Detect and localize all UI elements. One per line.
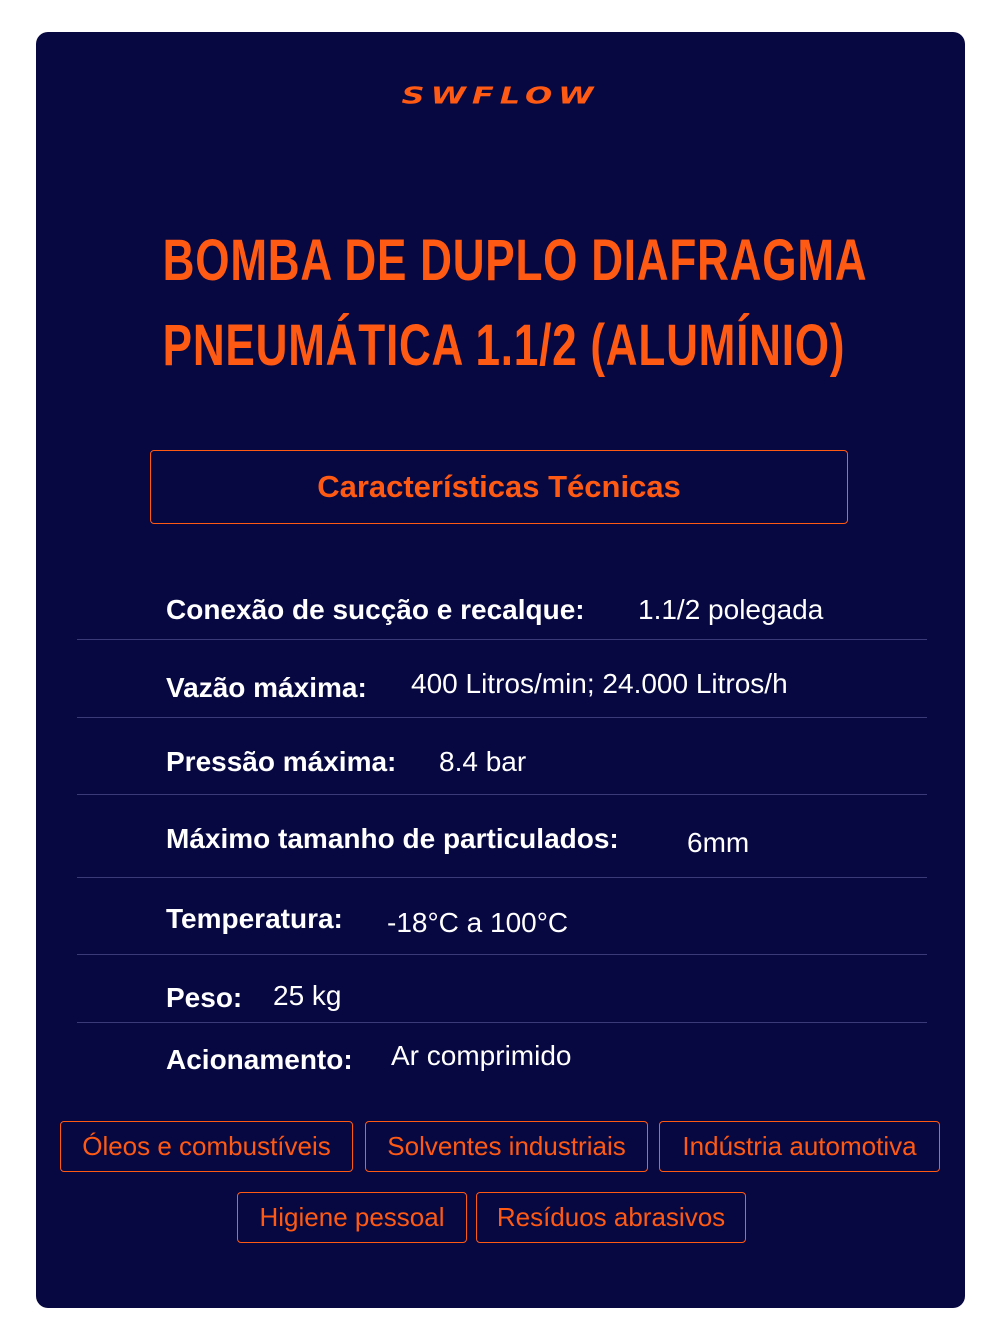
spec-value: 1.1/2 polegada <box>638 594 824 625</box>
tag-industrial-solvents: Solventes industriais <box>365 1121 648 1172</box>
spec-value: 6mm <box>687 827 750 858</box>
spec-label: Temperatura: <box>166 903 343 934</box>
spec-value: 400 Litros/min; 24.000 Litros/h <box>411 668 788 699</box>
spec-value: 25 kg <box>273 980 342 1011</box>
spec-value: 8.4 bar <box>439 746 527 777</box>
divider <box>77 1022 927 1023</box>
title-line-2: PNEUMÁTICA 1.1/2 (ALUMÍNIO) <box>162 313 846 378</box>
brand-logo: SWFLOW <box>401 82 600 110</box>
spec-row-max-flow <box>166 668 788 704</box>
spec-label: Acionamento: <box>166 1044 353 1075</box>
divider <box>77 954 927 955</box>
divider <box>77 877 927 878</box>
spec-label: Conexão de sucção e recalque: <box>166 594 585 625</box>
product-card <box>36 32 965 1308</box>
spec-row-temperature <box>166 903 569 938</box>
tag-automotive-industry: Indústria automotiva <box>659 1121 940 1172</box>
tag-oils-fuels: Óleos e combustíveis <box>60 1121 353 1172</box>
spec-row-weight <box>166 980 342 1014</box>
divider <box>77 794 927 795</box>
spec-row-max-particle-size <box>166 823 750 858</box>
divider <box>77 639 927 640</box>
divider <box>77 717 927 718</box>
tag-personal-hygiene: Higiene pessoal <box>237 1192 467 1243</box>
spec-label: Pressão máxima: <box>166 746 397 777</box>
spec-value: Ar comprimido <box>391 1040 572 1071</box>
title-line-1: BOMBA DE DUPLO DIAFRAGMA <box>162 228 868 293</box>
spec-label: Vazão máxima: <box>166 672 367 703</box>
spec-label: Máximo tamanho de particulados: <box>166 823 619 854</box>
spec-value: -18°C a 100°C <box>387 907 569 938</box>
section-heading-text: Características Técnicas <box>317 469 681 504</box>
spec-label: Peso: <box>166 982 243 1013</box>
tag-abrasive-waste: Resíduos abrasivos <box>476 1192 746 1243</box>
spec-row-connection <box>166 594 824 626</box>
spec-row-drive <box>166 1040 572 1076</box>
page-title <box>162 228 868 378</box>
spec-row-max-pressure <box>166 746 527 778</box>
section-heading <box>150 450 848 524</box>
